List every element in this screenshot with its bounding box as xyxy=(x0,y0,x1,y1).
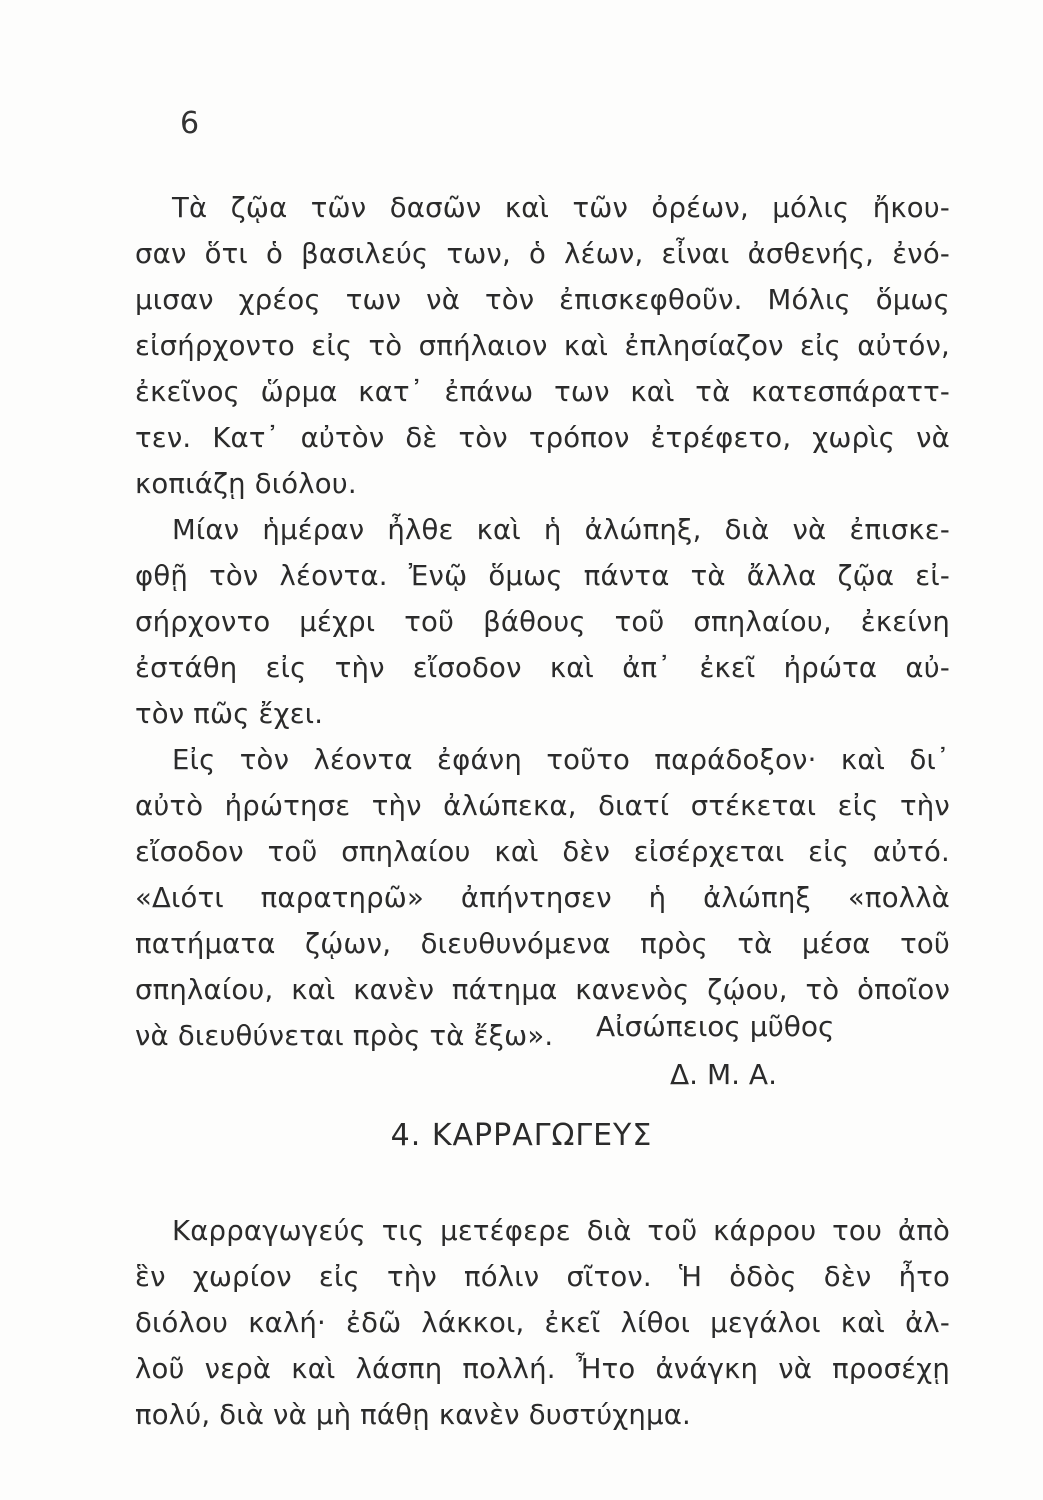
text-line: κοπιάζῃ διόλου. xyxy=(135,468,357,500)
text-line: εἴσοδον τοῦ σπηλαίου καὶ δὲν εἰσέρχεται εἰς αὐτό. xyxy=(135,836,950,868)
text-line: τὸν πῶς ἔχει. xyxy=(135,698,324,730)
text-line: ἐκεῖνος ὥρμα κατ᾽ ἐπάνω των καὶ τὰ κατεσπάραττ- xyxy=(135,376,950,408)
text-line: Εἰς τὸν λέοντα ἐφάνη τοῦτο παράδοξον· καὶ δι᾽ xyxy=(172,744,950,776)
text-line: σαν ὅτι ὁ βασιλεύς των, ὁ λέων, εἶναι ἀσθενής, ἐνό- xyxy=(135,238,950,270)
text-line: πατήματα ζῴων, διευθυνόμενα πρὸς τὰ μέσα τοῦ xyxy=(135,928,950,960)
text-line: λοῦ νερὰ καὶ λάσπη πολλή. Ἦτο ἀνάγκη νὰ προσέχῃ xyxy=(135,1353,950,1385)
text-line: Καρραγωγεύς τις μετέφερε διὰ τοῦ κάρρου του ἀπὸ xyxy=(172,1215,950,1247)
fable-source: Αἰσώπειος μῦθος xyxy=(596,1010,835,1043)
text-line: τεν. Κατ᾽ αὐτὸν δὲ τὸν τρόπον ἐτρέφετο, χωρὶς νὰ xyxy=(135,422,950,454)
text-line: αὐτὸ ἠρώτησε τὴν ἀλώπεκα, διατί στέκεται εἰς τὴν xyxy=(135,790,950,822)
text-line: μισαν χρέος των νὰ τὸν ἐπισκεφθοῦν. Μόλις ὅμως xyxy=(135,284,950,316)
page-number: 6 xyxy=(180,106,200,141)
text-line: διόλου καλή· ἐδῶ λάκκοι, ἐκεῖ λίθοι μεγάλοι καὶ ἀλ- xyxy=(135,1307,950,1339)
text-line: Μίαν ἡμέραν ἦλθε καὶ ἡ ἀλώπηξ, διὰ νὰ ἐπισκε- xyxy=(172,514,950,546)
section-heading: 4. ΚΑΡΡΑΓΩΓΕΥΣ xyxy=(390,1118,653,1153)
text-line: νὰ διευθύνεται πρὸς τὰ ἔξω». xyxy=(135,1020,554,1052)
author-initials: Δ. Μ. Α. xyxy=(670,1058,777,1091)
text-line: ἐστάθη εἰς τὴν εἴσοδον καὶ ἀπ᾽ ἐκεῖ ἠρώτα αὐ- xyxy=(135,652,950,684)
text-line: Τὰ ζῷα τῶν δασῶν καὶ τῶν ὀρέων, μόλις ἤκου- xyxy=(172,192,950,224)
text-line: σήρχοντο μέχρι τοῦ βάθους τοῦ σπηλαίου, ἐκείνη xyxy=(135,606,950,638)
text-line: σπηλαίου, καὶ κανὲν πάτημα κανενὸς ζῴου, τὸ ὁποῖον xyxy=(135,974,950,1006)
text-line: εἰσήρχοντο εἰς τὸ σπήλαιον καὶ ἐπλησίαζον εἰς αὐτόν, xyxy=(135,330,950,362)
text-line: φθῇ τὸν λέοντα. Ἐνῷ ὅμως πάντα τὰ ἄλλα ζῷα εἰ- xyxy=(135,560,950,592)
text-line: πολύ, διὰ νὰ μὴ πάθῃ κανὲν δυστύχημα. xyxy=(135,1399,692,1431)
text-line: «Διότι παρατηρῶ» ἀπήντησεν ἡ ἀλώπηξ «πολλὰ xyxy=(135,882,950,914)
text-line: ἓν χωρίον εἰς τὴν πόλιν σῖτον. Ἡ ὁδὸς δὲν ἦτο xyxy=(135,1261,950,1293)
